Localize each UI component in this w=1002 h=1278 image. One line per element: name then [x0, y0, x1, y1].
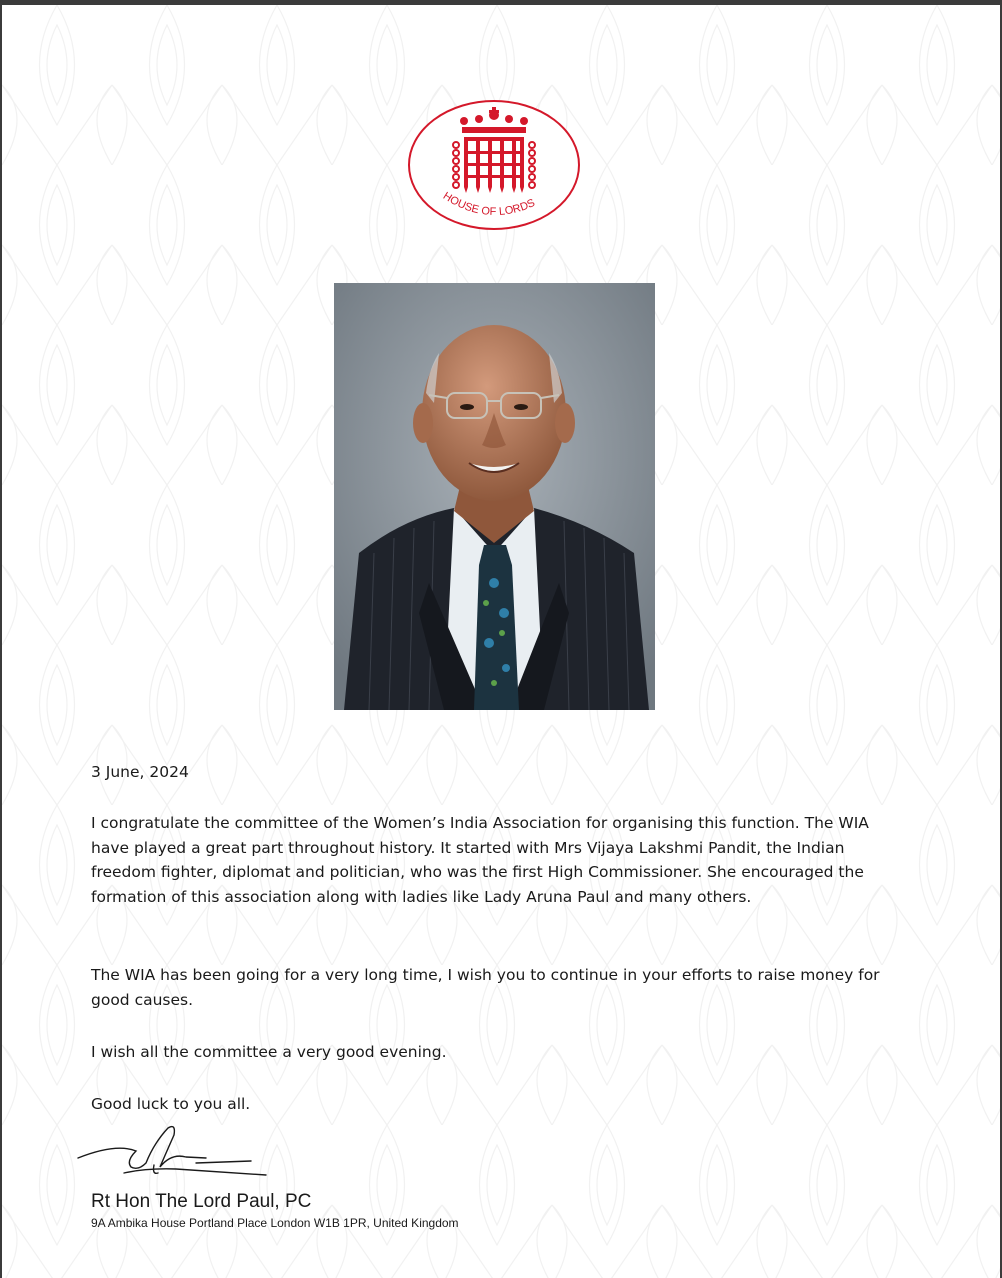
letter-paragraph: Good luck to you all. [91, 1095, 251, 1113]
portrait-photo [334, 283, 655, 710]
signatory-address: 9A Ambika House Portland Place London W1B 1PR, United Kingdom [91, 1216, 459, 1230]
letter-date: 3 June, 2024 [91, 763, 189, 781]
signatory-name: Rt Hon The Lord Paul, PC [91, 1191, 312, 1212]
letter-paragraph: I wish all the committee a very good evening. [91, 1043, 447, 1061]
letter-paragraph: I congratulate the committee of the Women’s India Association for organising this function. The WIA have played a great part throughout history. It started with Mrs Vijaya Lakshmi Pandit, the Indian freedom fighter, diplomat and politician, who was the first High Commissioner. She encouraged the formation of this association along with ladies like Lady Aruna Paul and many others. [91, 814, 869, 906]
handwritten-signature [76, 1123, 276, 1185]
house-of-lords-logo [406, 97, 582, 233]
logo-text: HOUSE OF LORDS [440, 190, 537, 219]
letter-paragraph: The WIA has been going for a very long time, I wish you to continue in your efforts to raise money for good causes. [91, 966, 880, 1009]
